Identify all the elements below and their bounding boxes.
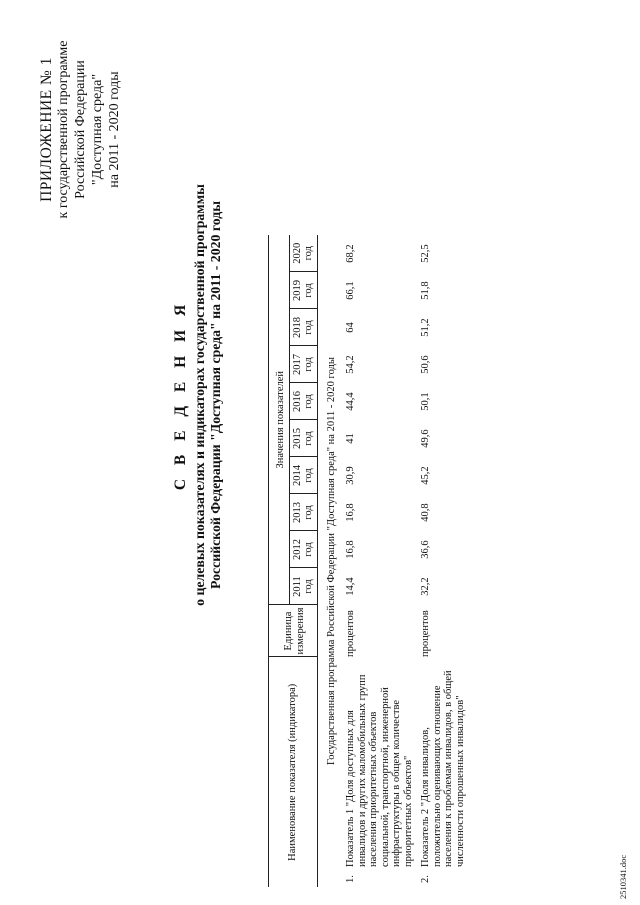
table-row-program (317, 235, 343, 887)
column-header-name: Наименование показателя (индикатора) (269, 657, 318, 887)
value-2017: 54,2 (345, 355, 356, 374)
title-heading: С В Е Д Е Н И Я (172, 299, 189, 491)
value-2019: 66,1 (345, 281, 356, 300)
value-2019: 51,8 (420, 281, 431, 300)
appendix-line-program: к государственной программе (56, 40, 71, 219)
value-2020: 68,2 (345, 244, 356, 263)
title-subheading-1: о целевых показателях и индикаторах государственной программы (192, 184, 207, 606)
value-2014: 30,9 (345, 466, 356, 485)
year-header-2015: 2015 год (289, 420, 317, 457)
document-footer-filename: 2510341.doc (618, 854, 628, 899)
value-2016: 50,1 (420, 392, 431, 411)
appendix-header (38, 12, 123, 247)
year-header-2012: 2012 год (289, 531, 317, 568)
appendix-line-country: Российской Федерации (73, 60, 88, 199)
value-2011: 14,4 (345, 577, 356, 596)
title-subheading-2: Российской Федерации "Доступная среда" на 2011 - 2020 годы (208, 200, 223, 590)
value-2013: 16,8 (345, 503, 356, 522)
year-header-2017: 2017 год (289, 346, 317, 383)
row-number: 1. (345, 875, 356, 883)
year-header-2018: 2018 год (289, 309, 317, 346)
value-2018: 51,2 (420, 318, 431, 337)
indicator-unit: процентов (345, 610, 356, 657)
document-title (170, 135, 224, 655)
appendix-line-name: "Доступная среда" (90, 73, 105, 186)
appendix-number: ПРИЛОЖЕНИЕ № 1 (38, 57, 55, 202)
value-2014: 45,2 (420, 466, 431, 485)
value-2013: 40,8 (420, 503, 431, 522)
indicator-unit: процентов (420, 610, 431, 657)
indicator-name: Показатель 2 "Доля инвалидов, положительно оценивающих отношение населения к проблемам инвалидов, в общей численности опрошенных инвалидов" (420, 670, 466, 867)
value-2015: 41 (345, 433, 356, 444)
row-number: 2. (420, 875, 431, 883)
column-header-values: Значения показателей (269, 235, 290, 605)
value-2015: 49,6 (420, 429, 431, 448)
value-2012: 36,6 (420, 540, 431, 559)
year-header-2019: 2019 год (289, 272, 317, 309)
year-header-2020: 2020 год (289, 235, 317, 272)
indicator-name: Показатель 1 "Доля доступных для инвалидов и других маломобильных групп населения приоритетных объектов социальной, транспортной, инженерной инфраструктуры в общем количестве приоритетных объектов" (345, 674, 414, 867)
value-2011: 32,2 (420, 577, 431, 596)
year-header-2013: 2013 год (289, 494, 317, 531)
column-header-unit: Единица измерения (269, 605, 318, 657)
value-2016: 44,4 (345, 392, 356, 411)
appendix-line-years: на 2011 - 2020 годы (107, 71, 122, 188)
value-2012: 16,8 (345, 540, 356, 559)
year-header-2014: 2014 год (289, 457, 317, 494)
year-header-2011: 2011 год (289, 568, 317, 605)
year-header-2016: 2016 год (289, 383, 317, 420)
program-title-cell: Государственная программа Российской Федерации "Доступная среда" на 2011 - 2020 годы (325, 357, 337, 765)
value-2017: 50,6 (420, 355, 431, 374)
value-2020: 52,5 (420, 244, 431, 263)
table-row (343, 235, 414, 887)
table-row (414, 235, 466, 887)
indicators-table (268, 235, 466, 887)
value-2018: 64 (345, 322, 356, 333)
